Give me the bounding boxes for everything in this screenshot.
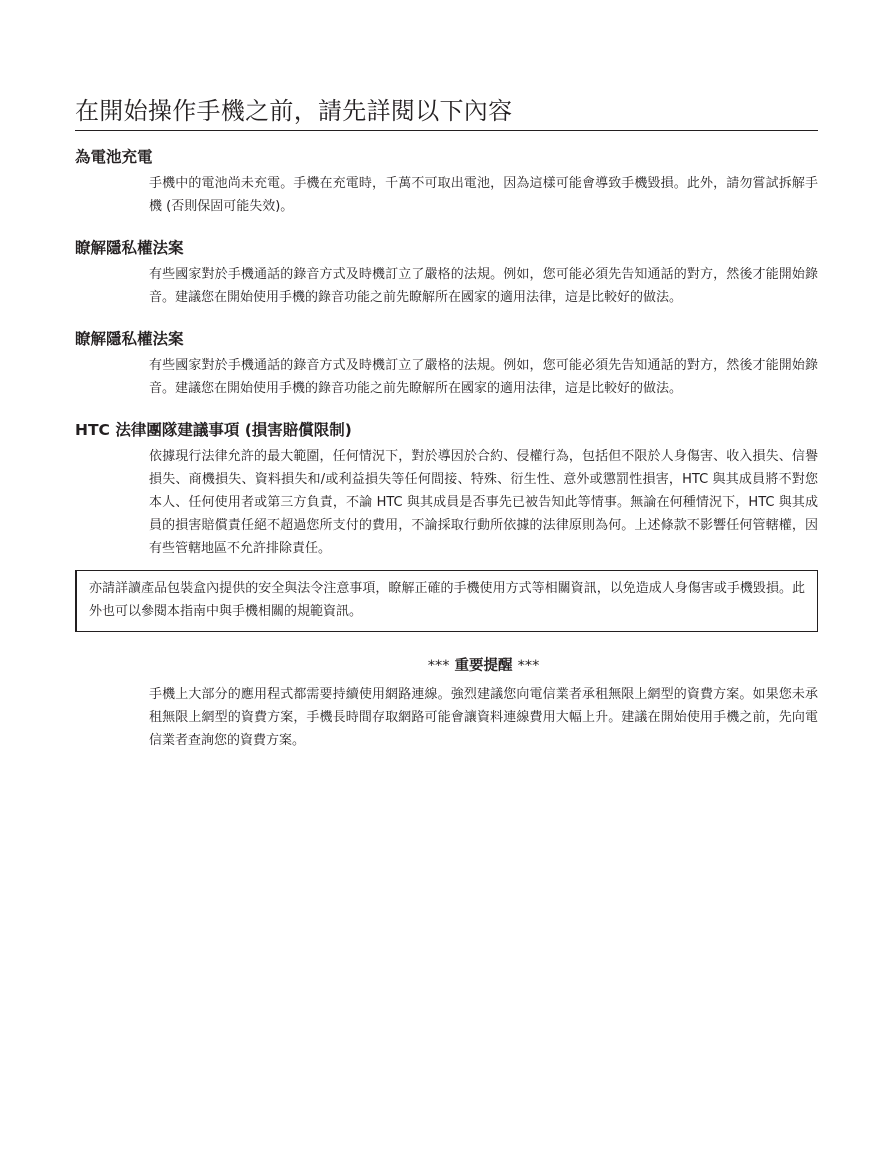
section-liability-limitation (75, 420, 818, 560)
section-privacy-law-repeat (75, 329, 818, 400)
page-title: 在開始操作手機之前，請先詳閱以下內容 (75, 94, 818, 131)
section-body: 有些國家對於手機通話的錄音方式及時機訂立了嚴格的法規。例如，您可能必須先告知通話的對方，然後才能開始錄音。建議您在開始使用手機的錄音功能之前先瞭解所在國家的適用法律，這是比較好的做法。 (149, 267, 818, 305)
reminder-title (75, 656, 818, 676)
section-title: 瞭解隱私權法案 (75, 239, 184, 257)
reminder-body: 手機上大部分的應用程式都需要持續使用網路連線。強烈建議您向電信業者承租無限上網型的資費方案。如果您未承租無限上網型的資費方案，手機長時間存取網路可能會讓資料連線費用大幅上升。建議在開始使用手機之前，先向電信業者查詢您的資費方案。 (149, 687, 818, 748)
important-reminder (75, 656, 818, 752)
section-title: 瞭解隱私權法案 (75, 330, 184, 348)
section-body: 手機中的電池尚未充電。手機在充電時，千萬不可取出電池，因為這樣可能會導致手機毀損。此外，請勿嘗試拆解手機 (否則保固可能失效)。 (149, 176, 818, 214)
section-body: 有些國家對於手機通話的錄音方式及時機訂立了嚴格的法規。例如，您可能必須先告知通話的對方，然後才能開始錄音。建議您在開始使用手機的錄音功能之前先瞭解所在國家的適用法律，這是比較好的做法。 (149, 358, 818, 396)
section-title: 為電池充電 (75, 148, 153, 166)
reminder-title-text: 重要提醒 (454, 658, 513, 674)
section-body: 依據現行法律允許的最大範圍，任何情況下，對於導因於合約、侵權行為，包括但不限於人身傷害、收入損失、信譽損失、商機損失、資料損失和/或利益損失等任何間接、特殊、衍生性、意外或懲罰性損害，HTC 與其成員將不對您本人、任何使用者或第三方負責，不論 HTC 與其成員是否事先已被告知此等情事。無論在何種情況下，HTC 與其成員的損害賠償責任絕不超過您所支付的費用，不論採取行動所依據的法律原則為何。上述條款不影響任何管轄權，因有些管轄地區不允許排除責任。 (149, 449, 818, 556)
safety-notice-box (75, 570, 818, 632)
notice-text: 亦請詳讀產品包裝盒內提供的安全與法令注意事項，瞭解正確的手機使用方式等相關資訊，以免造成人身傷害或手機毀損。此外也可以參閱本指南中與手機相關的規範資訊。 (89, 581, 805, 619)
section-title: HTC 法律團隊建議事項 (損害賠償限制) (75, 421, 352, 439)
section-privacy-law (75, 238, 818, 309)
document-page (75, 94, 818, 752)
reminder-stars-left: *** (427, 658, 450, 674)
section-battery-charging (75, 147, 818, 218)
reminder-stars-right: *** (517, 658, 540, 674)
